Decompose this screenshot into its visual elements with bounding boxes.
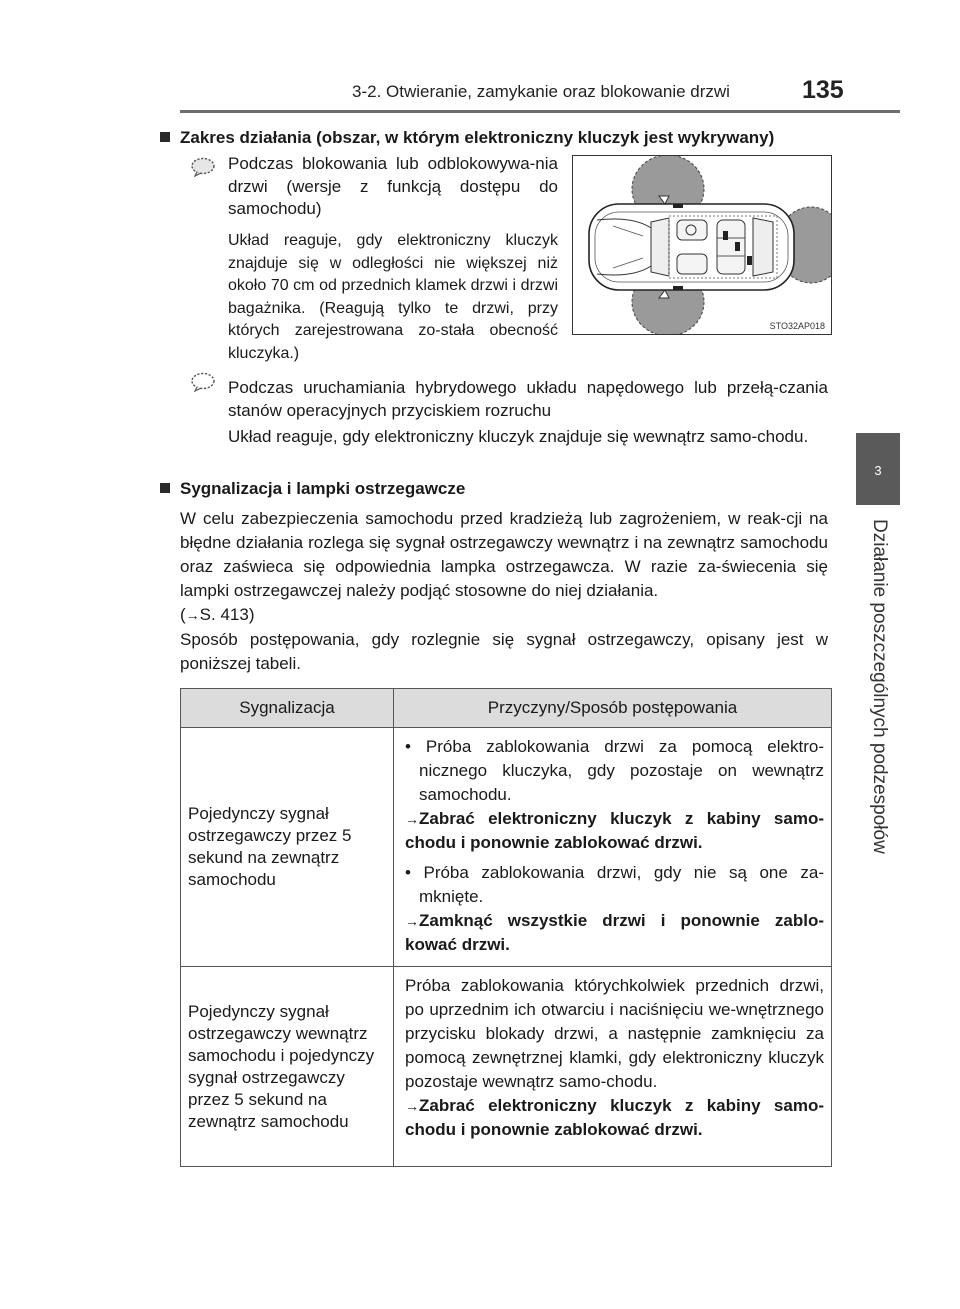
signal-text: Pojedynczy sygnał ostrzegawczy wewnątrz samochodu i pojedynczy sygnał ostrzegawczy przez 5 sekund na zewnątrz samochodu: [188, 1001, 375, 1131]
causes-cell: [394, 967, 832, 1167]
chapter-tab-label-box: [856, 505, 900, 1205]
table-row: [181, 728, 832, 967]
alarm-table: [180, 688, 832, 1167]
signal-text: Pojedynczy sygnał ostrzegawczy przez 5 sekund na zewnątrz samochodu: [188, 804, 352, 889]
signal-cell: [181, 728, 394, 967]
speech-bubble-icon: [190, 157, 216, 177]
signal-cell: [181, 967, 394, 1167]
car-top-view-diagram: [573, 156, 831, 334]
alarm-heading: Sygnalizacja i lampki ostrzegawcze: [160, 479, 465, 499]
action-text: →Zamknąć wszystkie drzwi i ponownie zablo-kować drzwi.: [405, 911, 824, 954]
table-row: [181, 967, 832, 1167]
detection-range-figure: [572, 155, 832, 335]
chapter-tab: [856, 433, 900, 505]
range-heading: Zakres działania (obszar, w którym elektroniczny kluczyk jest wykrywany): [160, 128, 774, 148]
arrow-icon: →: [405, 811, 419, 827]
arrow-icon: →: [405, 913, 419, 929]
arrow-icon: →: [185, 607, 200, 623]
cause-text: • Próba zablokowania drzwi za pomocą elektro-nicznego kluczyka, gdy pozostaje on wewnątrz samochodu.: [405, 737, 824, 804]
column-header-signal: Sygnalizacja: [181, 689, 394, 728]
chapter-number: 3: [874, 463, 882, 478]
square-bullet-icon: [160, 483, 170, 493]
page-number: 135: [802, 76, 844, 104]
chapter-title: Działanie poszczególnych podzespołów: [869, 519, 890, 854]
action-text: →Zabrać elektroniczny kluczyk z kabiny samo-chodu i ponownie zablokować drzwi.: [405, 809, 824, 852]
header-rule: [180, 110, 900, 113]
alarm-para1: W celu zabezpieczenia samochodu przed kradzieżą lub zagrożeniem, w reak-cji na błędne działania rozlega się sygnał ostrzegawczy wewnątrz i na zewnątrz samochodu oraz zaświeca się odpowiednia lampka ostrzegawcza. W razie za-świecenia się lampki ostrzegawczej należy podjąć stosowne do niej działania. (→S. 413): [180, 509, 828, 624]
square-bullet-icon: [160, 132, 170, 142]
arrow-icon: →: [405, 1098, 419, 1114]
cause-text: • Próba zablokowania drzwi, gdy nie są one za-mknięte.: [405, 863, 824, 906]
causes-cell: [394, 728, 832, 967]
cause-text: Próba zablokowania którychkolwiek przednich drzwi, po uprzednim ich otwarciu i naciśnięciu we-wnętrznego przycisku blokady drzwi, a następnie zamknięciu za pomocą zewnętrznej klamki, gdy elektroniczny kluczyk pozostaje wewnątrz samo-chodu.: [405, 976, 824, 1091]
section-title: 3-2. Otwieranie, zamykanie oraz blokowanie drzwi: [352, 82, 730, 101]
page-reference[interactable]: S. 413: [199, 605, 249, 624]
action-text: →Zabrać elektroniczny kluczyk z kabiny samo-chodu i ponownie zablokować drzwi.: [405, 1096, 824, 1139]
figure-code: STO32AP018: [769, 321, 825, 331]
range-item2-title: Podczas uruchamiania hybrydowego układu napędowego lub przełą-czania stanów operacyjnych przyciskiem rozruchu: [228, 378, 828, 420]
alarm-para2: Sposób postępowania, gdy rozlegnie się sygnał ostrzegawczy, opisany jest w poniższej tabeli.: [180, 630, 828, 673]
column-header-causes: Przyczyny/Sposób postępowania: [394, 689, 832, 728]
range-item2-body: Układ reaguje, gdy elektroniczny kluczyk znajduje się wewnątrz samo-chodu.: [228, 427, 809, 446]
table-header-row: [181, 689, 832, 728]
speech-bubble-icon: [190, 372, 216, 392]
range-item1-body: Układ reaguje, gdy elektroniczny kluczyk znajduje się w odległości nie większej niż około 70 cm od przednich klamek drzwi i drzwi bagażnika. (Reagują tylko te drzwi, przy których zarejestrowana zo-stała obecność kluczyka.): [228, 232, 558, 362]
range-item1-title: Podczas blokowania lub odblokowywa-nia drzwi (wersje z funkcją dostępu do samochodu): [228, 154, 558, 218]
